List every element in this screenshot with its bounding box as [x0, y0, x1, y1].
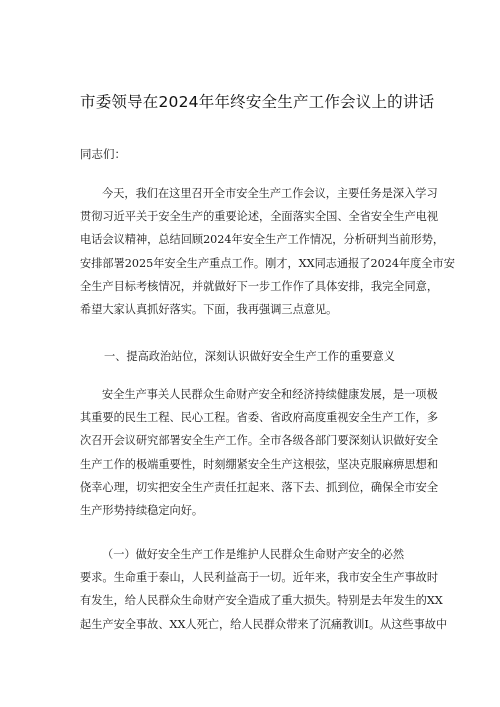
paragraph-line: 全生产目标考核情况，并就做好下一步工作作了具体安排，我完全同意，: [80, 279, 439, 293]
paragraph-line: 贯彻习近平关于安全生产的重要论述，全面落实全国、全省安全生产电视: [80, 210, 439, 224]
document-title: 市委领导在2024年年终安全生产工作会议上的讲话: [80, 93, 435, 111]
section-heading-1: 一、提高政治站位，深刻认识做好安全生产工作的重要意义: [104, 350, 395, 363]
paragraph-line: 生产形势持续稳定向好。: [80, 504, 204, 518]
paragraph-line: 侥幸心理，切实把安全生产责任扛起来、落下去、抓到位，确保全市安全: [80, 480, 439, 494]
paragraph-line: 电话会议精神，总结回顾2024年安全生产工作情况，分析研判当前形势，: [80, 233, 445, 247]
paragraph-line: 有发生，给人民群众生命财产安全造成了重大损失。特别是去年发生的XX: [80, 594, 443, 608]
paragraph-line: 安排部署2025年安全生产重点工作。刚才，XX同志通报了2024年度全市安: [80, 256, 455, 270]
paragraph-line: 安全生产事关人民群众生命财产安全和经济持续健康发展，是一项极: [102, 388, 438, 401]
paragraph-line: （一）做好安全生产工作是维护人民群众生命财产安全的必然: [102, 548, 405, 561]
paragraph-intro: [80, 182, 455, 321]
paragraph-line: 其重要的民生工程、民心工程。省委、省政府高度重视安全生产工作，多: [80, 411, 439, 425]
paragraph-line: 要求。生命重于泰山，人民利益高于一切。近年来，我市安全生产事故时: [80, 571, 439, 585]
paragraph-subsection-1: [80, 543, 448, 636]
paragraph-line: 次召开会议研究部署安全生产工作。全市各级各部门要深刻认识做好安全: [80, 434, 439, 448]
paragraph-line: 今天，我们在这里召开全市安全生产工作会议，主要任务是深入学习: [102, 187, 438, 200]
paragraph-line: 希望大家认真抓好落实。下面，我再强调三点意见。: [80, 303, 338, 317]
salutation: 同志们：: [80, 147, 126, 161]
paragraph-line: 生产工作的极端重要性，时刻绷紧安全生产这根弦，坚决克服麻痹思想和: [80, 457, 439, 471]
paragraph-line: 起生产安全事故、XX人死亡，给人民群众带来了沉痛教训I。从这些事故中: [80, 617, 448, 631]
paragraph-section-1: [80, 383, 439, 522]
